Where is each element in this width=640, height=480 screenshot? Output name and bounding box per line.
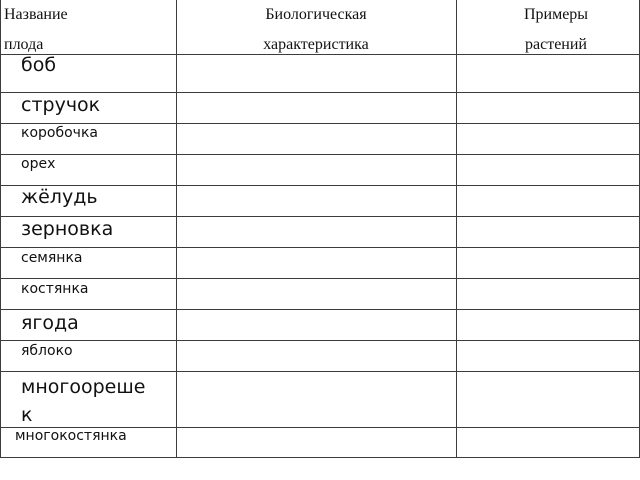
- fruit-name-kostyanka: костянка: [21, 281, 89, 297]
- fruit-name-korobochka: коробочка: [21, 125, 98, 141]
- fruit-name-semyanka: семянка: [21, 250, 83, 266]
- row-line: [0, 278, 640, 279]
- row-line: [0, 309, 640, 310]
- header-line: Примеры: [523, 6, 589, 23]
- fruit-name-zernovka: зерновка: [21, 218, 114, 240]
- fruit-name-mnogooreshek: [21, 373, 145, 429]
- header-line: Биологическая: [265, 6, 367, 23]
- row-line: [0, 340, 640, 341]
- fruit-name-line: многоореше: [21, 376, 146, 398]
- header-line: плода: [4, 36, 44, 53]
- table-border-bottom: [0, 457, 640, 458]
- fruit-name-oreh: орех: [21, 156, 56, 172]
- row-line: [0, 92, 640, 93]
- fruit-name-yagoda: ягода: [21, 312, 79, 334]
- row-line: [0, 371, 640, 372]
- column-divider-1: [176, 0, 177, 458]
- row-line: [0, 154, 640, 155]
- header-biological-characteristic: [176, 0, 456, 60]
- row-line: [0, 216, 640, 217]
- row-line: [0, 123, 640, 124]
- fruit-name-line: к: [21, 404, 33, 426]
- fruit-name-mnogokostyanka: многокостянка: [15, 428, 127, 444]
- fruit-name-zholud: жёлудь: [21, 186, 98, 208]
- header-plant-examples: [456, 0, 640, 60]
- fruit-name-bob: боб: [21, 54, 57, 76]
- table-border-left: [0, 0, 1, 458]
- header-fruit-name: [4, 0, 68, 60]
- header-line: характеристика: [263, 36, 369, 53]
- fruit-name-struchok: стручок: [21, 94, 101, 116]
- column-divider-2: [456, 0, 457, 458]
- fruit-name-yabloko: яблоко: [21, 343, 73, 359]
- header-line: растений: [525, 36, 587, 53]
- header-line: Название: [4, 6, 68, 23]
- row-line: [0, 247, 640, 248]
